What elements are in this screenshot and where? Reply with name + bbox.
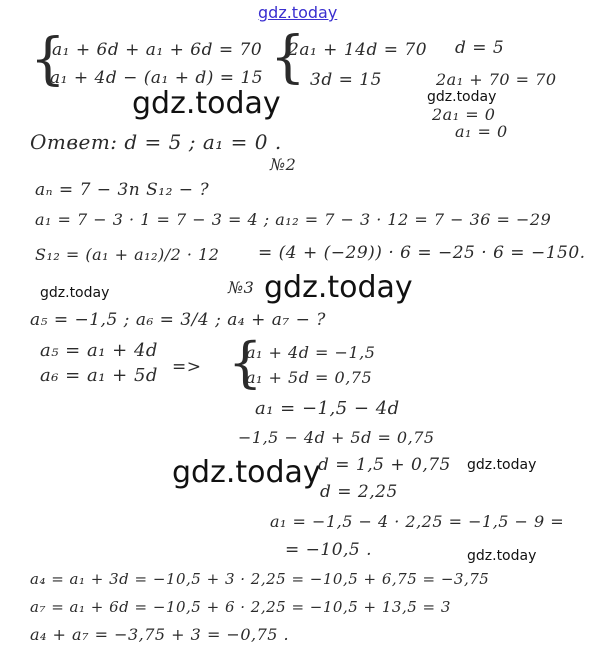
sum-formula: S₁₂ = (a₁ + a₁₂)/2 · 12: [35, 245, 220, 264]
watermark-large: gdz.today: [172, 455, 321, 490]
equation: a₁ + 6d + a₁ + 6d = 70: [52, 40, 263, 60]
system-brace: {: [30, 27, 66, 92]
watermark-small: gdz.today: [427, 89, 497, 105]
watermark-large: gdz.today: [264, 270, 413, 305]
sum-result: = (4 + (−29)) · 6 = −25 · 6 = −150.: [258, 243, 586, 263]
system-brace: {: [270, 25, 306, 90]
solution-line: d = 2,25: [320, 482, 398, 502]
solution-line: a₁ = 7 − 3 · 1 = 7 − 3 = 4 ; a₁₂ = 7 − 3 · 12 = 7 − 36 = −29: [35, 210, 552, 229]
solution-line: a₆ = a₁ + 5d: [40, 365, 158, 386]
problem-number: №3: [228, 278, 255, 297]
watermark-small: gdz.today: [467, 457, 537, 473]
equation: 3d = 15: [310, 70, 382, 90]
result-line: 2a₁ + 70 = 70: [436, 70, 557, 89]
equation: a₁ + 4d = −1,5: [246, 343, 376, 362]
result-line: a₁ = 0: [455, 122, 508, 141]
equation: a₁ + 5d = 0,75: [246, 368, 373, 387]
final-answer-line: a₄ + a₇ = −3,75 + 3 = −0,75 .: [30, 625, 290, 644]
equation: a₁ + 4d − (a₁ + d) = 15: [50, 68, 264, 88]
watermark-top: gdz.today: [258, 3, 338, 22]
solution-line: = −10,5 .: [285, 540, 373, 560]
solution-line: a₅ = a₁ + 4d: [40, 340, 158, 361]
answer-line: Ответ: d = 5 ; a₁ = 0 .: [30, 130, 282, 154]
watermark-large: gdz.today: [132, 86, 281, 121]
problem-number: №2: [270, 155, 297, 174]
result-line: 2a₁ = 0: [432, 105, 496, 124]
solution-line: a₄ = a₁ + 3d = −10,5 + 3 · 2,25 = −10,5 + 6,75 = −3,75: [30, 570, 490, 588]
implies-arrow: =>: [172, 357, 202, 377]
solution-line: a₇ = a₁ + 6d = −10,5 + 6 · 2,25 = −10,5 + 13,5 = 3: [30, 598, 451, 616]
solution-line: −1,5 − 4d + 5d = 0,75: [238, 428, 435, 447]
solution-line: a₁ = −1,5 − 4 · 2,25 = −1,5 − 9 =: [270, 512, 565, 531]
equation: 2a₁ + 14d = 70: [288, 40, 428, 60]
given-line: aₙ = 7 − 3n S₁₂ − ?: [35, 180, 210, 200]
watermark-small: gdz.today: [40, 285, 110, 301]
solution-line: d = 1,5 + 0,75: [318, 455, 451, 475]
watermark-small: gdz.today: [467, 548, 537, 564]
system-brace: {: [228, 331, 263, 394]
solution-line: a₁ = −1,5 − 4d: [255, 398, 400, 419]
given-line: a₅ = −1,5 ; a₆ = 3/4 ; a₄ + a₇ − ?: [30, 310, 326, 330]
result-line: d = 5: [455, 38, 505, 58]
